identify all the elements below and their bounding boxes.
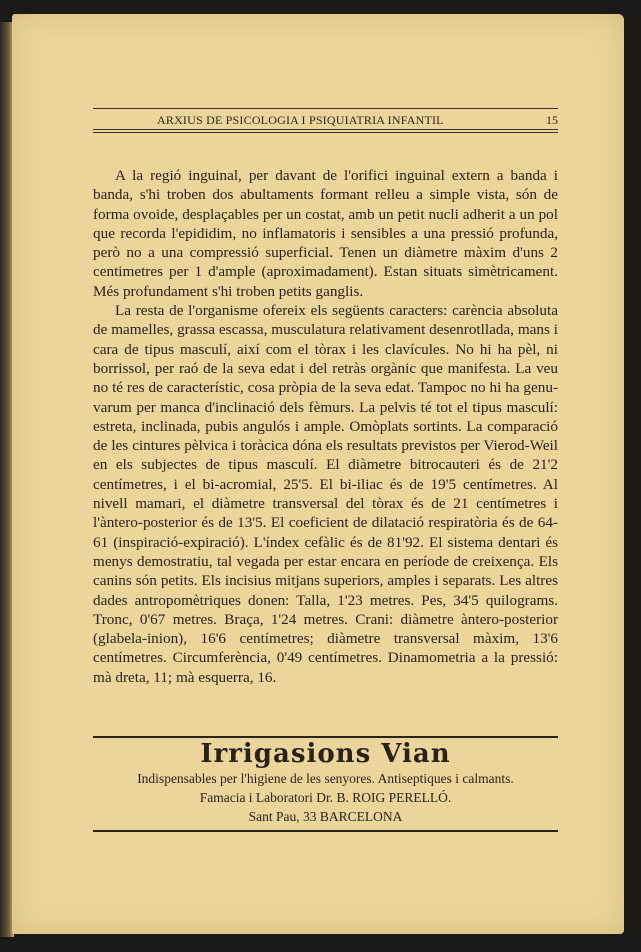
ad-tagline: Indispensables per l'higiene de les senyores. Antiseptiques i calmants.: [137, 771, 514, 786]
advertisement: [93, 736, 558, 832]
ad-address: Sant Pau, 33 BARCELONA: [248, 809, 403, 824]
header-rule-bottom: [93, 129, 558, 130]
article-body: [93, 166, 558, 687]
journal-title: ARXIUS DE PSICOLOGIA I PSIQUIATRIA INFANTIL: [157, 113, 444, 127]
paragraph-inguinal: A la regió inguinal, per davant de l'orifici inguinal extern a banda i banda, s'hi troben dos abultaments formant relleu a simple vista, són de forma ovoide, desplaçables per un costat, amb un petit nucli adherit a un pol que recorda l'epididim, no inflamatoris i sensibles a una pressió profunda, però no a una compressió superficial. Tenen un diàmetre màxim d'uns 2 centimetres per 1 d'ample (aproximadament). Estan situats simètricament. Més profundament s'hi troben petits ganglis.: [93, 167, 558, 300]
header-rule-top: [93, 108, 558, 109]
running-header: [93, 108, 558, 136]
ad-brand: Irrigasions Vian: [200, 739, 451, 769]
paragraph-organism: La resta de l'organisme ofereix els següents caracters: carència absoluta de mamelles, grassa escassa, musculatura relativament desenrotllada, mans i cara de tipus masculí, així com el tòrax i les clavícules. No hi ha pèl, ni borrissol, per raó de la seva edat i del retràs orgànic que manifesta. La veu no té res de característic, cosa pròpia de la seva edat. Tampoc no hi ha genuvarum per manca d'inclinació dels fèmurs. La pelvis té tot el tipus masculí: estreta, inclinada, pubis angulós i ample. Omòplats sortints. La comparació de les cintures pèlvica i toràcica dóna els resultats previstos per Vierod-Weil en els subjectes de tipus masculí. El diàmetre bitrocauteri és de 21'2 centímetres, i el bi-acromial, 25'5. El bi-iliac és de 19'5 centímetres. Al nivell mamari, el diàmetre transversal del tòrax és de 21 centímetres i l'àntero-posterior és de 13'5. El coeficient de dilatació respiratòria és de 64-61 (inspiració-expiració). L'índex cefàlic és de 81'92. El sistema dentari és menys demostratiu, tal vegada per estar encara en període de creixença. Els canins són petits. Els incisius mitjans superiors, amples i separats. Les altres dades antropomètriques donen: Talla, 1'23 metres. Pes, 34'5 quilograms. Tronc, 0'67 metres. Braça, 1'24 metres. Crani: diàmetre àntero-posterior (glabela-inion), 16'6 centímetres; diàmetre transversal màxim, 13'6 centímetres. Circumferència, 0'49 centímetres. Dinamometria a la pressió: mà dreta, 11; mà esquerra, 16.: [93, 302, 558, 686]
header-rule-bottom-double: [93, 132, 558, 133]
ad-pharmacy: Famacia i Laboratori Dr. B. ROIG PERELLÓ.: [199, 790, 452, 805]
page-number: 15: [546, 113, 558, 127]
